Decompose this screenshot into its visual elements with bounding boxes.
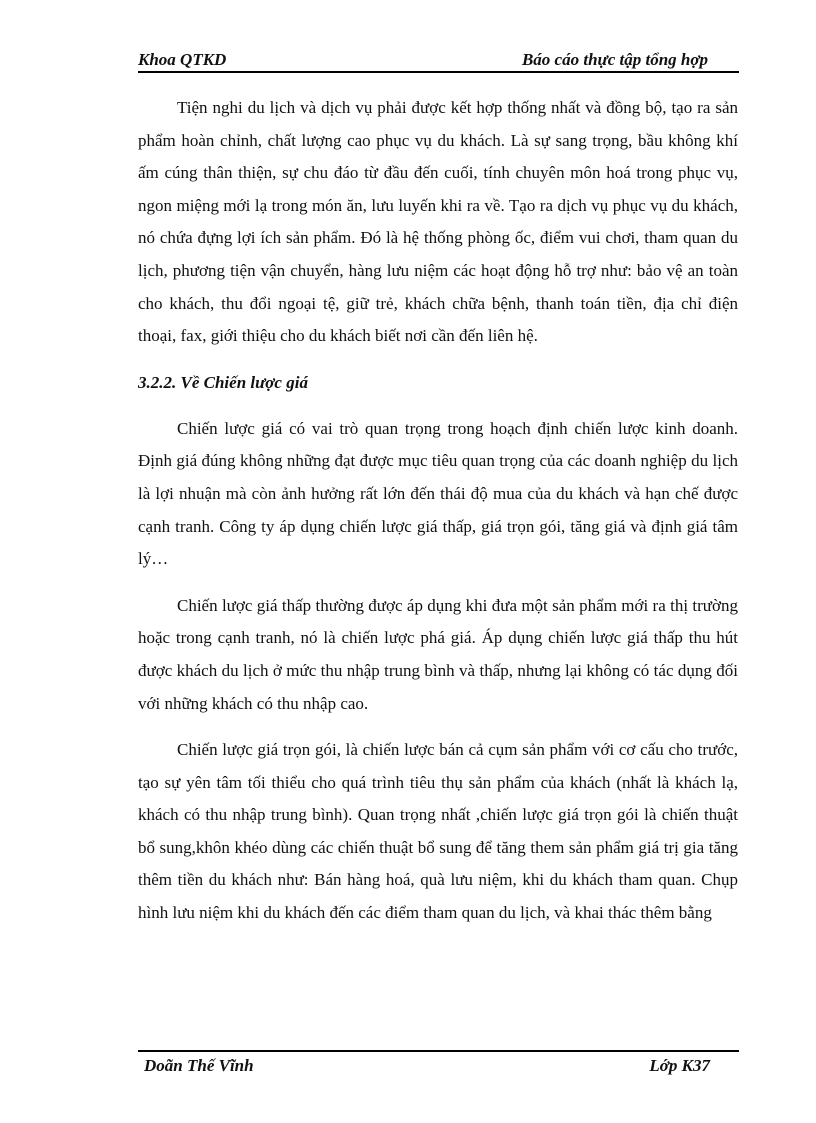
header-report-title: Báo cáo thực tập tổng hợp (521, 50, 708, 69)
paragraph-pricing-strategy: Chiến lược giá có vai trò quan trọng trong hoạch định chiến lược kinh doanh. Định giá đúng không những đạt được mục tiêu quan trọng của các doanh nghiệp du lịch là lợi nhuận mà còn ảnh hưởng rất lớn đến thái độ mua của du khách và hạn chế được cạnh tranh. Công ty áp dụng chiến lược giá thấp, giá trọn gói, tăng giá và định giá tâm lý… (138, 418, 738, 569)
header-department: Khoa QTKD (138, 50, 227, 69)
header-divider (138, 71, 739, 73)
page-body (138, 92, 738, 930)
footer-divider (138, 1050, 739, 1052)
section-heading: 3.2.2. Về Chiến lược giá (138, 372, 308, 392)
paragraph-low-price: Chiến lược giá thấp thường được áp dụng khi đưa một sản phẩm mới ra thị trường hoặc trong cạnh tranh, nó là chiến lược phá giá. Áp dụng chiến lược giá thấp thu hút được khách du lịch ở mức thu nhập trung bình và thấp, nhưng lại không có tác dụng đối với những khách có thu nhập cao. (138, 595, 738, 713)
page-footer (144, 1056, 710, 1078)
footer-author: Doãn Thế Vĩnh (144, 1056, 254, 1075)
page-header (138, 50, 738, 72)
paragraph-package-price: Chiến lược giá trọn gói, là chiến lược bán cả cụm sản phẩm với cơ cấu cho trước, tạo sự yên tâm tối thiểu cho quá trình tiêu thụ sản phẩm của khách (nhất là khách lạ, khách có thu nhập trung bình). Quan trọng nhất ,chiến lược giá trọn gói là chiến thuật bổ sung,khôn khéo dùng các chiến thuật bổ sung để tăng them sản phẩm giá trị gia tăng thêm tiền du khách như: Bán hàng hoá, quà lưu niệm, khi du khách tham quan. Chụp hình lưu niệm khi du khách đến các điểm tham quan du lịch, và khai thác thêm bằng (138, 740, 738, 923)
footer-class: Lớp K37 (649, 1056, 710, 1075)
paragraph-amenities: Tiện nghi du lịch và dịch vụ phải được kết hợp thống nhất và đồng bộ, tạo ra sản phẩm hoàn chỉnh, chất lượng cao phục vụ du khách. Là sự sang trọng, bầu không khí ấm cúng thân thiện, sự chu đáo từ đầu đến cuối, tính chuyên môn hoá trong phục vụ, ngon miệng mới lạ trong món ăn, lưu luyến khi ra về. Tạo ra dịch vụ phục vụ du khách, nó chứa đựng lợi ích sản phẩm. Đó là hệ thống phòng ốc, điểm vui chơi, tham quan du lịch, phương tiện vận chuyển, hàng lưu niệm các hoạt động hỗ trợ như: bảo vệ an toàn cho khách, thu đổi ngoại tệ, giữ trẻ, khách chữa bệnh, thanh toán tiền, địa chỉ điện thoại, fax, giới thiệu cho du khách biết nơi cần đến liên hệ. (138, 98, 738, 346)
